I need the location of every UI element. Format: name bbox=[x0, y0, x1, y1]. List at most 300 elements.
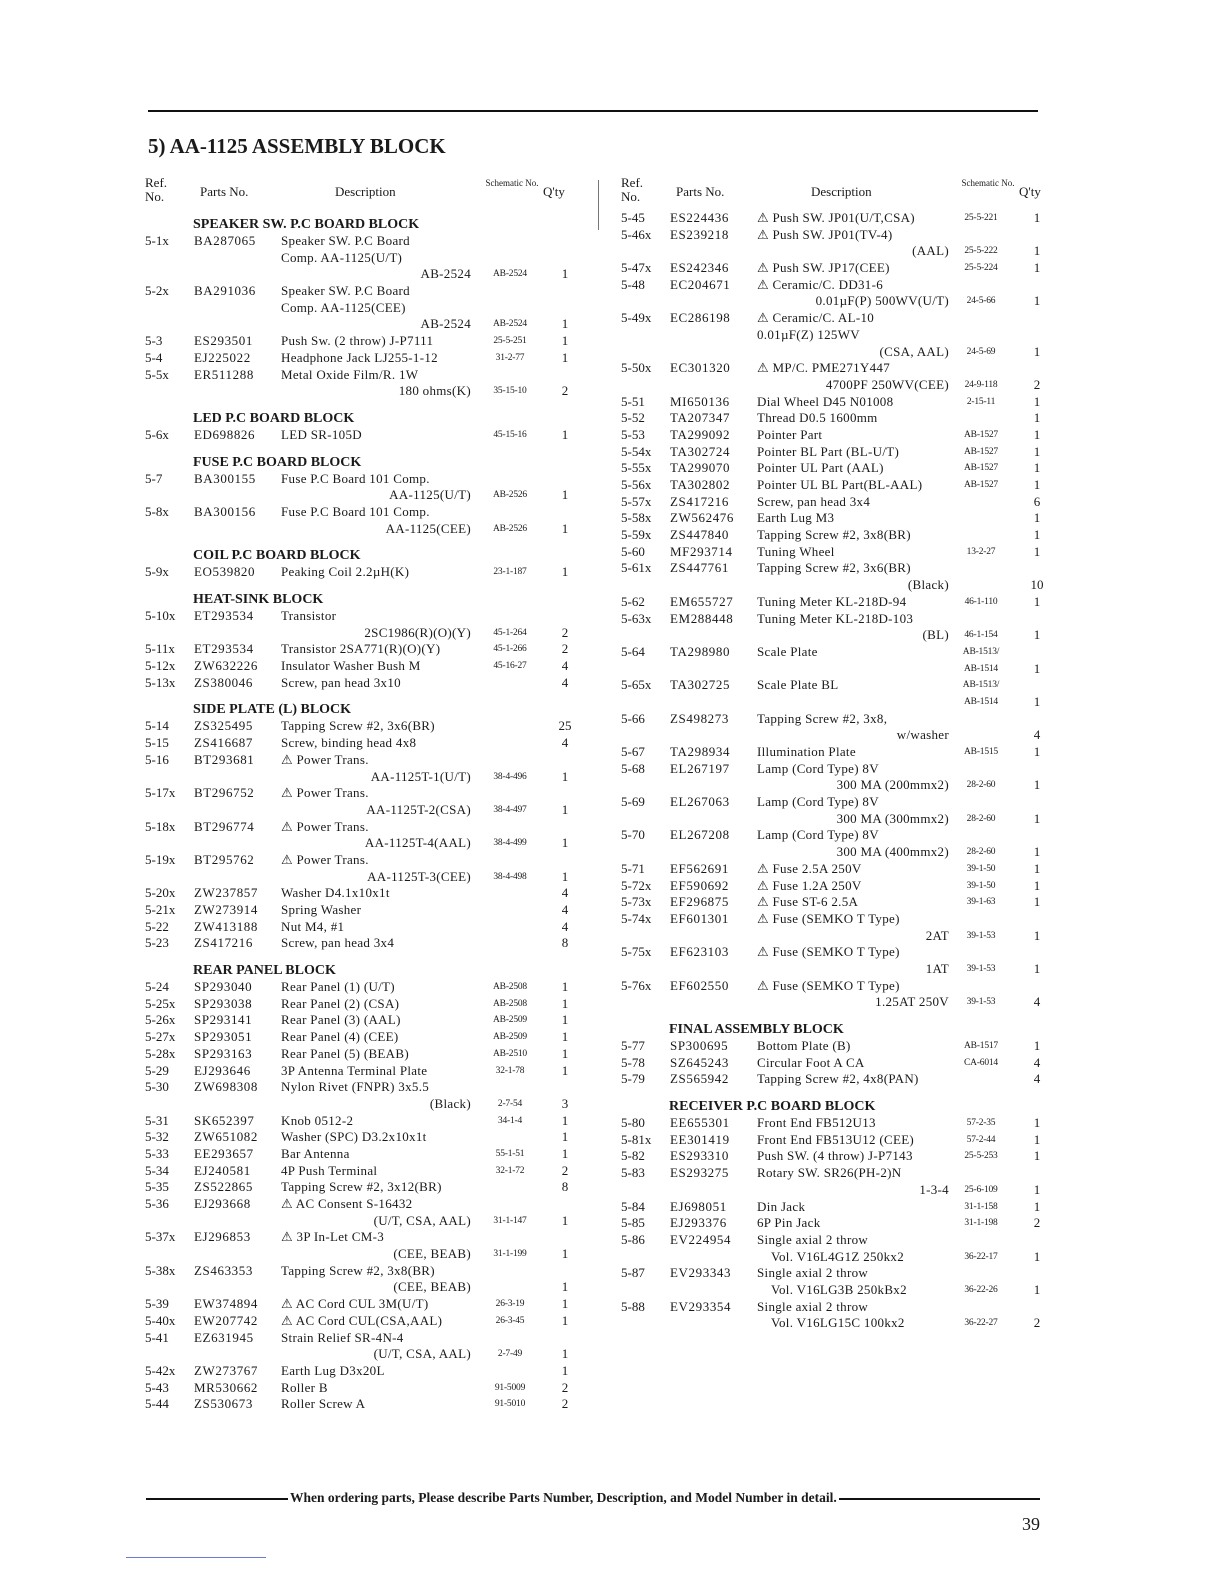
warning-icon: ⚠ bbox=[757, 944, 773, 960]
part-schematic: 91-5010 bbox=[494, 1399, 526, 1410]
part-number: ZW237857 bbox=[194, 885, 259, 901]
part-line bbox=[145, 902, 593, 919]
part-ref: 5-54x bbox=[621, 443, 652, 459]
part-line bbox=[621, 1148, 1069, 1165]
part-line bbox=[621, 577, 1069, 594]
part-row bbox=[145, 1196, 593, 1229]
part-qty: 4 bbox=[561, 918, 569, 934]
part-line bbox=[145, 625, 593, 642]
part-description: Tapping Screw #2, 3x6(BR) bbox=[281, 718, 435, 734]
part-schematic: AB-2526 bbox=[493, 523, 527, 534]
part-row bbox=[621, 611, 1069, 644]
part-line bbox=[145, 504, 593, 521]
part-schematic: 36-22-26 bbox=[964, 1284, 998, 1295]
part-qty: 1 bbox=[561, 1012, 569, 1028]
part-schematic: 45-1-266 bbox=[493, 644, 527, 655]
part-number: EL267208 bbox=[670, 827, 730, 843]
part-number: SP293040 bbox=[194, 979, 253, 995]
part-qty: 1 bbox=[1033, 1198, 1041, 1214]
part-number: ZS380046 bbox=[194, 674, 253, 690]
part-number: BA291036 bbox=[194, 283, 256, 299]
part-number: ZS417216 bbox=[670, 493, 729, 509]
part-ref: 5-65x bbox=[621, 677, 652, 693]
part-number: EF590692 bbox=[670, 877, 729, 893]
part-qty: 1 bbox=[561, 564, 569, 580]
part-ref: 5-60 bbox=[621, 543, 645, 559]
part-line bbox=[145, 1179, 593, 1196]
part-row bbox=[145, 350, 593, 367]
part-description: 6P Pin Jack bbox=[757, 1215, 821, 1231]
part-line bbox=[145, 1129, 593, 1146]
part-row bbox=[145, 979, 593, 996]
part-number: EF562691 bbox=[670, 860, 729, 876]
part-description: Rear Panel (1) (U/T) bbox=[281, 979, 395, 995]
part-number: ZW413188 bbox=[194, 918, 259, 934]
part-qty: 2 bbox=[561, 624, 569, 640]
part-qty: 4 bbox=[561, 674, 569, 690]
part-number: EM288448 bbox=[670, 610, 734, 626]
part-ref: 5-4 bbox=[145, 349, 163, 365]
part-ref: 5-83 bbox=[621, 1165, 645, 1181]
part-ref: 5-19x bbox=[145, 851, 176, 867]
part-ref: 5-86 bbox=[621, 1231, 645, 1247]
part-description: Circular Foot A CA bbox=[757, 1054, 865, 1070]
part-description: (CSA, AAL) bbox=[879, 343, 949, 359]
page-number: 39 bbox=[1022, 1514, 1040, 1534]
part-qty: 1 bbox=[1033, 927, 1041, 943]
part-number: SP293141 bbox=[194, 1012, 253, 1028]
part-line bbox=[145, 1146, 593, 1163]
part-schematic: 35-15-10 bbox=[493, 386, 527, 397]
part-description: AA-1125(U/T) bbox=[389, 487, 471, 503]
part-number: ZS463353 bbox=[194, 1262, 253, 1278]
part-description: Knob 0512-2 bbox=[281, 1112, 354, 1128]
part-row bbox=[145, 233, 593, 283]
part-row bbox=[145, 1396, 593, 1413]
part-description: 3P Antenna Terminal Plate bbox=[281, 1062, 428, 1078]
part-qty: 1 bbox=[1033, 1281, 1041, 1297]
part-row bbox=[145, 283, 593, 333]
part-qty: 1 bbox=[561, 979, 569, 995]
part-ref: 5-39 bbox=[145, 1296, 169, 1312]
part-ref: 5-22 bbox=[145, 918, 169, 934]
warning-icon: ⚠ bbox=[281, 1196, 296, 1211]
part-number: EJ293376 bbox=[670, 1215, 727, 1231]
part-qty: 1 bbox=[561, 349, 569, 365]
part-line bbox=[621, 510, 1069, 527]
part-qty: 1 bbox=[1033, 960, 1041, 976]
part-row bbox=[621, 978, 1069, 1011]
part-row bbox=[145, 1046, 593, 1063]
part-schematic: AB-2509 bbox=[493, 1015, 527, 1026]
part-description: ⚠ AC Cord CUL(CSA,AAL) bbox=[281, 1312, 443, 1328]
part-description: 300 MA (300mmx2) bbox=[836, 810, 949, 826]
part-description: 2SC1986(R)(O)(Y) bbox=[364, 624, 471, 640]
part-schematic: 36-22-17 bbox=[964, 1251, 998, 1262]
part-ref: 5-66 bbox=[621, 710, 645, 726]
part-number: BA300156 bbox=[194, 503, 256, 519]
part-description: Lamp (Cord Type) 8V bbox=[757, 760, 879, 776]
part-qty: 2 bbox=[1033, 1215, 1041, 1231]
part-number: EJ240581 bbox=[194, 1162, 251, 1178]
part-number: EL267197 bbox=[670, 760, 730, 776]
part-description: Headphone Jack LJ255-1-12 bbox=[281, 349, 438, 365]
part-description: Earth Lug D3x20L bbox=[281, 1362, 385, 1378]
part-line bbox=[145, 564, 593, 581]
part-number: TA299070 bbox=[670, 460, 731, 476]
part-row bbox=[621, 260, 1069, 277]
part-qty: 1 bbox=[1033, 343, 1041, 359]
part-row bbox=[621, 1165, 1069, 1198]
part-description: 1.25AT 250V bbox=[875, 994, 949, 1010]
part-description: Fuse P.C Board 101 Comp. bbox=[281, 503, 430, 519]
part-schematic: 57-2-35 bbox=[966, 1118, 996, 1129]
part-qty: 2 bbox=[561, 641, 569, 657]
part-row bbox=[145, 1229, 593, 1262]
part-description: ⚠ Fuse 1.2A 250V bbox=[757, 877, 862, 893]
part-number: TA299092 bbox=[670, 426, 731, 442]
part-row bbox=[621, 477, 1069, 494]
part-line bbox=[621, 911, 1069, 928]
part-description: Metal Oxide Film/R. 1W bbox=[281, 366, 419, 382]
header-parts-no: Parts No. bbox=[200, 184, 249, 199]
part-line bbox=[621, 661, 1069, 678]
part-qty: 1 bbox=[1033, 593, 1041, 609]
part-description: Roller B bbox=[281, 1379, 328, 1395]
part-qty: 1 bbox=[1033, 426, 1041, 442]
part-line bbox=[621, 527, 1069, 544]
part-description: ⚠ AC Cord CUL 3M(U/T) bbox=[281, 1296, 429, 1312]
part-number: BT296752 bbox=[194, 785, 255, 801]
part-description: Rotary SW. SR26(PH-2)N bbox=[757, 1165, 902, 1181]
part-row bbox=[145, 819, 593, 852]
part-qty: 1 bbox=[1033, 777, 1041, 793]
part-qty: 2 bbox=[561, 1162, 569, 1178]
part-ref: 5-6x bbox=[145, 426, 169, 442]
part-ref: 5-80 bbox=[621, 1115, 645, 1131]
part-line bbox=[145, 316, 593, 333]
part-qty: 1 bbox=[1033, 1181, 1041, 1197]
part-schematic: 46-1-154 bbox=[964, 630, 998, 641]
part-number: EM655727 bbox=[670, 593, 734, 609]
part-number: SP300695 bbox=[670, 1038, 729, 1053]
part-schematic: 39-1-53 bbox=[966, 997, 996, 1008]
part-line bbox=[621, 1199, 1069, 1216]
part-row bbox=[621, 894, 1069, 911]
part-row bbox=[621, 944, 1069, 977]
part-ref: 5-82 bbox=[621, 1148, 645, 1164]
part-schematic: 24-5-66 bbox=[966, 296, 996, 307]
part-ref: 5-1x bbox=[145, 233, 169, 248]
part-description: Rear Panel (3) (AAL) bbox=[281, 1012, 401, 1028]
part-qty: 1 bbox=[561, 835, 569, 851]
part-line bbox=[621, 260, 1069, 277]
part-number: ES293310 bbox=[670, 1148, 729, 1164]
part-schematic: CA-6014 bbox=[964, 1057, 998, 1068]
parts-list-left bbox=[145, 216, 593, 1413]
part-description: Tuning Meter KL-218D-94 bbox=[757, 593, 907, 609]
part-row bbox=[145, 1179, 593, 1196]
part-line bbox=[145, 675, 593, 692]
part-number: ZS530673 bbox=[194, 1396, 253, 1412]
part-description: Vol. V16LG15C 100kx2 bbox=[771, 1315, 905, 1331]
part-number: ZS447840 bbox=[670, 527, 729, 543]
part-line bbox=[145, 487, 593, 504]
part-qty: 1 bbox=[1033, 810, 1041, 826]
part-ref: 5-50x bbox=[621, 360, 652, 376]
part-line bbox=[145, 819, 593, 836]
part-line bbox=[621, 777, 1069, 794]
part-qty: 1 bbox=[1033, 293, 1041, 309]
part-row bbox=[621, 1115, 1069, 1132]
part-qty: 1 bbox=[561, 426, 569, 442]
part-description: Washer D4.1x10x1t bbox=[281, 885, 390, 901]
header-parts-no: Parts No. bbox=[676, 184, 725, 199]
part-line bbox=[145, 367, 593, 384]
part-schematic: AB-2510 bbox=[493, 1048, 527, 1059]
part-ref: 5-5x bbox=[145, 366, 169, 382]
part-ref: 5-40x bbox=[145, 1312, 176, 1328]
part-number: MR530662 bbox=[194, 1379, 259, 1395]
part-description: AA-1125T-4(AAL) bbox=[364, 835, 471, 851]
part-row bbox=[145, 641, 593, 658]
header-ref: Ref. No. bbox=[621, 175, 644, 204]
column-header bbox=[145, 176, 593, 210]
part-description: Tapping Screw #2, 3x12(BR) bbox=[281, 1179, 442, 1195]
part-number: ZW273767 bbox=[194, 1362, 259, 1378]
part-ref: 5-10x bbox=[145, 608, 176, 623]
part-qty: 8 bbox=[561, 1179, 569, 1195]
part-description: Push Sw. (2 throw) J-P7111 bbox=[281, 333, 434, 349]
part-line bbox=[145, 869, 593, 886]
header-schematic: Schematic No. bbox=[961, 178, 1015, 188]
part-description: Nylon Rivet (FNPR) 3x5.5 bbox=[281, 1079, 430, 1095]
part-ref: 5-37x bbox=[145, 1229, 176, 1245]
part-number: BT296774 bbox=[194, 818, 255, 834]
part-qty: 1 bbox=[1033, 460, 1041, 476]
part-description: ⚠ Fuse (SEMKO T Type) bbox=[757, 944, 900, 960]
part-description: Lamp (Cord Type) 8V bbox=[757, 827, 879, 843]
part-ref: 5-34 bbox=[145, 1162, 169, 1178]
part-qty: 1 bbox=[1033, 243, 1041, 259]
part-row bbox=[145, 1163, 593, 1180]
part-description: (U/T, CSA, AAL) bbox=[373, 1346, 471, 1362]
part-qty: 2 bbox=[1033, 376, 1041, 392]
part-row bbox=[145, 996, 593, 1013]
part-qty: 1 bbox=[1033, 543, 1041, 559]
part-number: EW207742 bbox=[194, 1312, 259, 1328]
warning-icon: ⚠ bbox=[281, 751, 297, 767]
part-line bbox=[621, 1182, 1069, 1199]
part-row bbox=[621, 1055, 1069, 1072]
part-qty: 1 bbox=[1033, 393, 1041, 409]
part-row bbox=[145, 1029, 593, 1046]
part-line bbox=[145, 658, 593, 675]
part-description: AB-2524 bbox=[420, 316, 471, 332]
part-schematic: 39-1-50 bbox=[966, 863, 996, 874]
part-ref: 5-25x bbox=[145, 995, 176, 1011]
part-line bbox=[145, 885, 593, 902]
part-row bbox=[145, 752, 593, 785]
warning-icon: ⚠ bbox=[757, 877, 773, 893]
part-description: Din Jack bbox=[757, 1198, 806, 1214]
part-number: EE293657 bbox=[194, 1145, 254, 1161]
column-divider bbox=[598, 180, 599, 230]
part-qty: 4 bbox=[1033, 727, 1041, 743]
part-ref: 5-70 bbox=[621, 827, 645, 843]
part-number: ZS498273 bbox=[670, 710, 729, 726]
part-qty: 2 bbox=[561, 383, 569, 399]
part-row bbox=[621, 1299, 1069, 1332]
part-line bbox=[145, 769, 593, 786]
part-line bbox=[145, 1096, 593, 1113]
part-schematic: 31-1-199 bbox=[493, 1249, 527, 1260]
part-number: BT293681 bbox=[194, 751, 255, 767]
part-number: EW374894 bbox=[194, 1296, 259, 1312]
part-ref: 5-30 bbox=[145, 1079, 169, 1095]
part-description: 180 ohms(K) bbox=[398, 383, 471, 399]
part-line bbox=[145, 735, 593, 752]
part-line bbox=[621, 477, 1069, 494]
part-schematic: 25-6-109 bbox=[964, 1184, 998, 1195]
part-number: ED698826 bbox=[194, 426, 256, 442]
warning-icon: ⚠ bbox=[281, 818, 297, 834]
part-description: Lamp (Cord Type) 8V bbox=[757, 794, 879, 810]
part-number: BA287065 bbox=[194, 233, 256, 248]
part-ref: 5-51 bbox=[621, 393, 645, 409]
part-line bbox=[621, 360, 1069, 377]
part-qty: 1 bbox=[561, 1212, 569, 1228]
part-ref: 5-14 bbox=[145, 718, 169, 734]
part-ref: 5-81x bbox=[621, 1131, 652, 1147]
part-schematic: AB-1527 bbox=[964, 463, 998, 474]
part-line bbox=[621, 1115, 1069, 1132]
part-description: (CEE, BEAB) bbox=[393, 1246, 471, 1262]
part-qty: 10 bbox=[1030, 577, 1044, 593]
part-description: ⚠ Power Trans. bbox=[281, 785, 369, 801]
part-line bbox=[145, 835, 593, 852]
part-row bbox=[621, 794, 1069, 827]
part-number: EF602550 bbox=[670, 977, 729, 993]
part-description: (Black) bbox=[429, 1095, 471, 1111]
part-line bbox=[145, 250, 593, 267]
part-description: ⚠ Power Trans. bbox=[281, 818, 369, 834]
part-number: TA302725 bbox=[670, 677, 731, 693]
part-description: Pointer Part bbox=[757, 426, 823, 442]
part-qty: 1 bbox=[1033, 1038, 1041, 1053]
part-row bbox=[621, 444, 1069, 461]
part-schematic: 13-2-27 bbox=[966, 546, 996, 557]
part-ref: 5-27x bbox=[145, 1029, 176, 1045]
part-ref: 5-18x bbox=[145, 818, 176, 834]
part-number: EV293354 bbox=[670, 1298, 732, 1314]
part-number: ES239218 bbox=[670, 226, 729, 242]
part-number: ZW632226 bbox=[194, 658, 259, 674]
part-qty: 1 bbox=[1033, 660, 1041, 676]
part-description: Comp. AA-1125(CEE) bbox=[281, 299, 406, 315]
part-line bbox=[145, 471, 593, 488]
part-line bbox=[621, 827, 1069, 844]
part-description: Tuning Wheel bbox=[757, 543, 835, 559]
part-qty: 2 bbox=[561, 1396, 569, 1412]
part-ref: 5-43 bbox=[145, 1379, 169, 1395]
part-row bbox=[621, 210, 1069, 227]
part-number: EE301419 bbox=[670, 1131, 730, 1147]
part-line bbox=[145, 979, 593, 996]
part-line bbox=[621, 761, 1069, 778]
part-line bbox=[621, 444, 1069, 461]
part-qty: 1 bbox=[561, 1296, 569, 1312]
part-ref: 5-17x bbox=[145, 785, 176, 801]
part-number: EJ293646 bbox=[194, 1062, 251, 1078]
part-description: (Black) bbox=[907, 577, 949, 593]
part-schematic: 25-5-224 bbox=[964, 263, 998, 274]
part-number: TA298980 bbox=[670, 643, 731, 659]
part-description: Fuse P.C Board 101 Comp. bbox=[281, 470, 430, 486]
part-description: Screw, pan head 3x10 bbox=[281, 674, 401, 690]
part-row bbox=[145, 1129, 593, 1146]
part-description: Front End FB513U12 (CEE) bbox=[757, 1131, 915, 1147]
section-heading: COIL P.C BOARD BLOCK bbox=[193, 548, 361, 564]
part-schematic: 39-1-50 bbox=[966, 880, 996, 891]
part-row bbox=[621, 744, 1069, 761]
part-schematic: 2-7-54 bbox=[497, 1098, 523, 1109]
part-qty: 4 bbox=[561, 735, 569, 751]
part-description: 1AT bbox=[925, 960, 949, 976]
part-schematic: 32-1-78 bbox=[495, 1065, 525, 1076]
part-row bbox=[621, 394, 1069, 411]
part-row bbox=[621, 1148, 1069, 1165]
part-qty: 1 bbox=[561, 1062, 569, 1078]
part-line bbox=[621, 811, 1069, 828]
part-line bbox=[145, 1229, 593, 1246]
part-number: EC301320 bbox=[670, 360, 731, 376]
part-description: AA-1125T-1(U/T) bbox=[370, 768, 471, 784]
part-line bbox=[145, 608, 593, 625]
part-line bbox=[621, 227, 1069, 244]
part-description: Bar Antenna bbox=[281, 1145, 350, 1161]
part-description: AA-1125(CEE) bbox=[385, 520, 471, 536]
part-row bbox=[145, 785, 593, 818]
part-line bbox=[145, 350, 593, 367]
part-number: ZS522865 bbox=[194, 1179, 253, 1195]
part-line bbox=[145, 1163, 593, 1180]
part-number: EF296875 bbox=[670, 894, 729, 910]
part-description: ⚠ MP/C. PME271Y447 bbox=[757, 360, 891, 376]
part-ref: 5-58x bbox=[621, 510, 652, 526]
header-qty: Q'ty bbox=[543, 184, 565, 199]
part-schematic: 91-5009 bbox=[494, 1382, 526, 1393]
part-schematic: AB-2526 bbox=[493, 490, 527, 501]
part-schematic: 39-1-53 bbox=[966, 963, 996, 974]
part-ref: 5-62 bbox=[621, 593, 645, 609]
part-ref: 5-44 bbox=[145, 1396, 169, 1412]
part-line bbox=[145, 1330, 593, 1347]
part-row bbox=[145, 1079, 593, 1112]
part-line bbox=[621, 494, 1069, 511]
part-line bbox=[145, 852, 593, 869]
part-number: EC204671 bbox=[670, 276, 731, 292]
part-line bbox=[621, 1232, 1069, 1249]
part-row bbox=[621, 360, 1069, 393]
part-line bbox=[621, 344, 1069, 361]
part-line bbox=[621, 944, 1069, 961]
part-schematic: 38-4-499 bbox=[493, 838, 527, 849]
warning-icon: ⚠ bbox=[757, 894, 773, 910]
part-row bbox=[621, 861, 1069, 878]
warning-icon: ⚠ bbox=[281, 1229, 297, 1245]
part-row bbox=[145, 675, 593, 692]
